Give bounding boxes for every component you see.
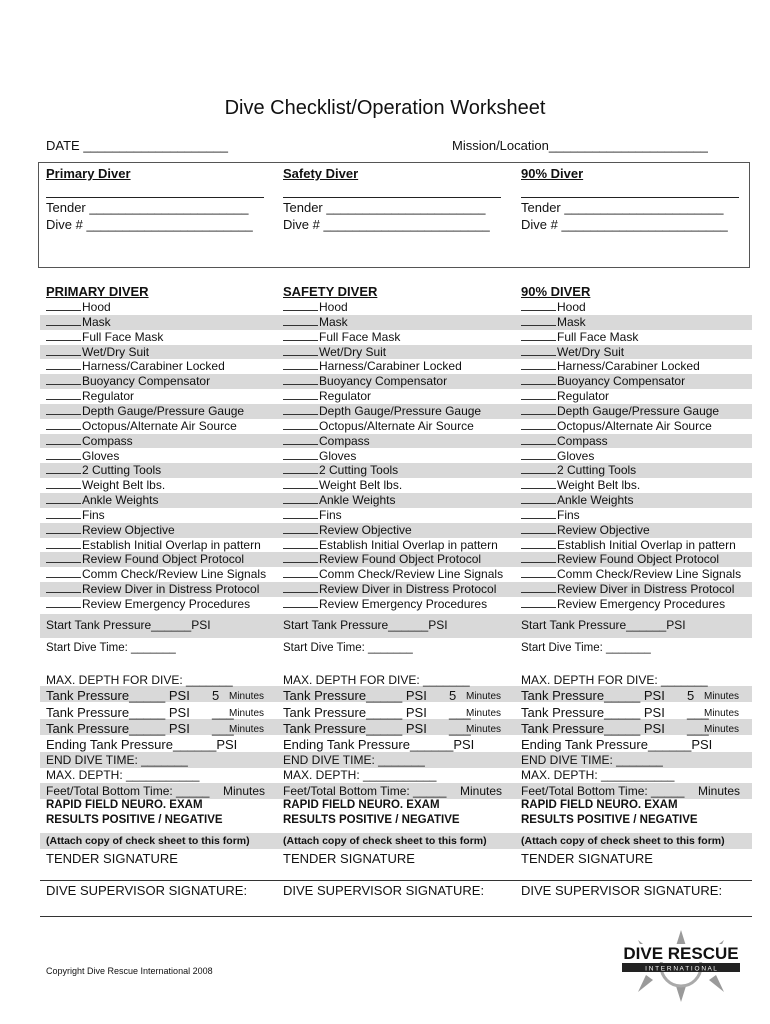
checklist-item[interactable] [521,522,650,537]
check-blank[interactable] [283,492,318,504]
checklist-item-label: Ankle Weights [319,493,396,508]
checklist-item-label: Gloves [82,448,120,463]
check-blank[interactable] [283,314,318,326]
tank-pressure-field[interactable]: Tank Pressure_____ PSI [521,688,665,703]
checklist-item[interactable] [283,522,412,537]
check-blank[interactable] [283,581,318,593]
checklist-item[interactable] [283,358,462,373]
checklist-item-label: Gloves [557,448,595,463]
check-blank[interactable] [46,433,81,445]
check-blank[interactable] [46,507,81,519]
tender-field[interactable]: Tender ______________________ [46,200,249,215]
role-safety [283,166,515,232]
checklist-item[interactable] [283,388,371,403]
checklist-item[interactable] [521,596,725,611]
checklist-item-label: Octopus/Alternate Air Source [557,418,712,433]
checklist-item-label: Weight Belt lbs. [319,478,403,493]
check-blank[interactable] [283,507,318,519]
check-blank[interactable] [283,418,318,430]
checklist-item[interactable] [521,507,580,522]
checklist-item-label: Wet/Dry Suit [319,344,387,359]
minutes-label: Minutes [466,691,502,702]
check-blank[interactable] [283,388,318,400]
tank-minutes-value[interactable]: 5 [687,688,695,703]
check-blank[interactable] [521,507,556,519]
checklist-item-label: Mask [319,314,348,329]
check-blank[interactable] [521,462,556,474]
checklist-item-label: Review Found Object Protocol [82,552,245,567]
checklist-item[interactable] [46,522,175,537]
checklist-item-label: Compass [82,433,133,448]
dive-number-field[interactable]: Dive # _______________________ [46,217,253,232]
checklist-item[interactable] [46,477,165,492]
diver-name-line[interactable] [283,197,501,198]
checklist-item[interactable] [46,596,250,611]
tank-pressure-field[interactable]: Tank Pressure_____ PSI [521,705,665,720]
checklist-item-label: Hood [557,300,586,314]
max-depth-for-dive-field[interactable]: MAX. DEPTH FOR DIVE: _______ [521,673,708,687]
check-blank[interactable] [521,358,556,370]
checklist-item[interactable] [46,299,111,314]
check-blank[interactable] [283,448,318,460]
minutes-label: Minutes [460,784,503,798]
check-blank[interactable] [46,551,81,563]
checklist-item[interactable] [283,448,356,463]
check-blank[interactable] [283,344,318,356]
neuro-exam-label: RAPID FIELD NEURO. EXAM [46,799,203,811]
checklist-item-label: Review Found Object Protocol [319,552,482,567]
check-blank[interactable] [46,344,81,356]
tank-pressure-field[interactable]: Tank Pressure_____ PSI [283,705,427,720]
checklist-item[interactable] [521,388,609,403]
checklist-item[interactable] [521,344,624,359]
check-blank[interactable] [521,433,556,445]
checklist-item[interactable] [46,448,119,463]
checklist-item-label: Regulator [557,389,610,404]
tank-minutes-value[interactable]: ___ [449,721,471,736]
mission-field[interactable]: Mission/Location______________________ [452,138,708,153]
check-blank[interactable] [521,299,556,311]
checklist-item-label: Review Emergency Procedures [319,597,488,611]
checklist-item-label: Review Found Object Protocol [557,552,720,567]
checklist-item[interactable] [46,581,259,596]
checklist-item[interactable] [521,581,734,596]
tank-pressure-field[interactable]: Tank Pressure_____ PSI [46,688,190,703]
check-blank[interactable] [46,448,81,460]
checklist-item[interactable] [46,373,210,388]
check-blank[interactable] [521,492,556,504]
tender-signature-field[interactable]: TENDER SIGNATURE [46,851,178,866]
check-blank[interactable] [46,373,81,385]
checklist-item-label: Hood [319,300,348,314]
check-blank[interactable] [46,299,81,311]
checklist-item[interactable] [283,462,398,477]
checklist-item-label: Harness/Carabiner Locked [319,359,462,374]
checklist-item[interactable] [283,477,402,492]
attach-note: (Attach copy of check sheet to this form) [521,835,725,847]
check-blank[interactable] [283,329,318,341]
checklist-item-label: Comm Check/Review Line Signals [319,567,504,582]
checklist-item-label: Ankle Weights [557,493,634,508]
checklist-item-label: Full Face Mask [557,329,639,344]
svg-text:I N T E R N A T I O N A L: I N T E R N A T I O N A L [645,965,717,973]
checklist-item[interactable] [46,551,244,566]
attach-note: (Attach copy of check sheet to this form) [46,835,250,847]
check-blank[interactable] [521,522,556,534]
minutes-label: Minutes [704,708,740,719]
start-dive-time-field[interactable]: Start Dive Time: _______ [283,642,413,654]
row-shading-band [40,315,752,330]
tank-minutes-value[interactable]: ___ [687,705,709,720]
checklist-item[interactable] [521,433,608,448]
checklist-item-label: Compass [557,433,608,448]
minutes-label: Minutes [466,708,502,719]
checklist-item-label: Review Emergency Procedures [82,597,251,611]
checklist-item[interactable] [46,566,266,581]
checklist-item-label: Comm Check/Review Line Signals [557,567,742,582]
minutes-label: Minutes [229,724,265,735]
diver-name-line[interactable] [521,197,739,198]
tender-signature-field[interactable]: TENDER SIGNATURE [521,851,653,866]
max-depth-for-dive-field[interactable]: MAX. DEPTH FOR DIVE: _______ [46,673,233,687]
role-title: Primary Diver [46,166,131,181]
checklist-item[interactable] [283,433,370,448]
checklist-item[interactable] [46,492,158,507]
checklist-item-label: Mask [82,314,111,329]
end-dive-time-field[interactable]: END DIVE TIME: _______ [521,753,663,767]
checklist-item-label: Buoyancy Compensator [557,374,686,389]
supervisor-signature-field[interactable]: DIVE SUPERVISOR SIGNATURE: [46,883,248,898]
checklist-item[interactable] [283,373,447,388]
date-field[interactable]: DATE ____________________ [46,138,228,153]
checklist-item[interactable] [283,418,474,433]
checklist-item-label: Establish Initial Overlap in pattern [82,537,261,552]
checklist-item-label: Review Diver in Distress Protocol [82,582,260,597]
tender-signature-field[interactable]: TENDER SIGNATURE [283,851,415,866]
start-tank-pressure-field[interactable]: Start Tank Pressure______PSI [283,618,448,632]
check-blank[interactable] [46,403,81,415]
check-blank[interactable] [46,388,81,400]
check-blank[interactable] [521,566,556,578]
max-depth-for-dive-field[interactable]: MAX. DEPTH FOR DIVE: _______ [283,673,470,687]
check-blank[interactable] [521,344,556,356]
checklist-item[interactable] [283,507,342,522]
checklist-item[interactable] [46,537,261,552]
checklist-item-label: Full Face Mask [82,329,164,344]
list-header-primary: PRIMARY DIVER [46,284,149,299]
checklist-item-label: Establish Initial Overlap in pattern [557,537,736,552]
supervisor-signature-field[interactable]: DIVE SUPERVISOR SIGNATURE: [283,883,485,898]
check-blank[interactable] [283,403,318,415]
start-tank-pressure-field[interactable]: Start Tank Pressure______PSI [521,618,686,632]
checklist-item[interactable] [46,462,161,477]
check-blank[interactable] [46,537,81,549]
check-blank[interactable] [46,329,81,341]
bottom-time-field[interactable]: Feet/Total Bottom Time: _____ [283,784,447,798]
check-blank[interactable] [521,373,556,385]
checklist-item[interactable] [521,448,594,463]
tank-pressure-field[interactable]: Tank Pressure_____ PSI [521,721,665,736]
checklist-item-label: Compass [319,433,370,448]
checklist-item-label: Ankle Weights [82,493,159,508]
checklist-item[interactable] [283,566,503,581]
check-blank[interactable] [521,448,556,460]
minutes-label: Minutes [704,691,740,702]
check-blank[interactable] [521,388,556,400]
check-blank[interactable] [46,492,81,504]
check-blank[interactable] [283,299,318,311]
neuro-exam-label: RAPID FIELD NEURO. EXAM [521,799,678,811]
checklist-item[interactable] [46,433,133,448]
tank-minutes-value[interactable]: ___ [212,705,234,720]
checklist-item-label: Weight Belt lbs. [557,478,641,493]
checklist-item-label: Fins [557,507,580,522]
check-blank[interactable] [283,477,318,489]
tender-field[interactable]: Tender ______________________ [283,200,486,215]
copyright: Copyright Dive Rescue International 2008 [46,966,213,976]
checklist-item-label: Wet/Dry Suit [557,344,625,359]
checklist-item[interactable] [521,566,741,581]
minutes-label: Minutes [466,724,502,735]
checklist-item-label: Octopus/Alternate Air Source [82,418,237,433]
end-dive-time-field[interactable]: END DIVE TIME: _______ [283,753,425,767]
check-blank[interactable] [46,358,81,370]
checklist-item[interactable] [521,358,700,373]
checklist-item-label: Wet/Dry Suit [82,344,150,359]
max-depth-field[interactable]: MAX. DEPTH: ___________ [46,768,200,782]
max-depth-field[interactable]: MAX. DEPTH: ___________ [521,768,675,782]
start-dive-time-field[interactable]: Start Dive Time: _______ [521,642,651,654]
checklist-item[interactable] [46,358,225,373]
checklist-item[interactable] [283,551,481,566]
check-blank[interactable] [46,596,81,608]
check-blank[interactable] [46,418,81,430]
checklist-item-label: Fins [82,507,105,522]
start-tank-pressure-field[interactable]: Start Tank Pressure______PSI [46,618,211,632]
neuro-exam-label: RAPID FIELD NEURO. EXAM [283,799,440,811]
check-blank[interactable] [283,596,318,608]
checklist-item[interactable] [521,299,586,314]
minutes-label: Minutes [704,724,740,735]
check-blank[interactable] [521,537,556,549]
tank-pressure-field[interactable]: Tank Pressure_____ PSI [46,721,190,736]
row-shading-band [40,434,752,449]
neuro-results-field[interactable]: RESULTS POSITIVE / NEGATIVE [521,814,698,826]
check-blank[interactable] [283,462,318,474]
checklist-item[interactable] [283,596,487,611]
checklist-item[interactable] [521,329,638,344]
ending-tank-pressure-field[interactable]: Ending Tank Pressure______PSI [521,737,713,752]
check-blank[interactable] [521,403,556,415]
tank-minutes-value[interactable]: 5 [449,688,457,703]
bottom-time-field[interactable]: Feet/Total Bottom Time: _____ [46,784,210,798]
checklist-item-label: Establish Initial Overlap in pattern [319,537,498,552]
checklist-item-label: Gloves [319,448,357,463]
checklist-item[interactable] [283,537,498,552]
checklist-item-label: Review Objective [82,522,175,537]
checklist-item-label: Octopus/Alternate Air Source [319,418,474,433]
checklist-item-label: Review Objective [319,522,412,537]
checklist-item-label: Review Emergency Procedures [557,597,726,611]
checklist-item[interactable] [283,403,481,418]
check-blank[interactable] [283,373,318,385]
bottom-time-field[interactable]: Feet/Total Bottom Time: _____ [521,784,685,798]
checklist-item[interactable] [521,477,640,492]
tender-field[interactable]: Tender ______________________ [521,200,724,215]
checklist-item-label: Buoyancy Compensator [82,374,211,389]
check-blank[interactable] [46,522,81,534]
neuro-results-field[interactable]: RESULTS POSITIVE / NEGATIVE [46,814,223,826]
tank-minutes-value[interactable]: ___ [449,705,471,720]
check-blank[interactable] [46,314,81,326]
supervisor-signature-field[interactable]: DIVE SUPERVISOR SIGNATURE: [521,883,723,898]
max-depth-field[interactable]: MAX. DEPTH: ___________ [283,768,437,782]
checklist-item[interactable] [283,581,496,596]
checklist-item[interactable] [46,388,134,403]
checklist-item-label: Regulator [82,389,135,404]
checklist-item[interactable] [46,507,105,522]
role-90 [521,166,753,232]
checklist-item-label: Full Face Mask [319,329,401,344]
list-header-90: 90% DIVER [521,284,591,299]
check-blank[interactable] [521,329,556,341]
check-blank[interactable] [283,537,318,549]
checklist-item-label: Review Diver in Distress Protocol [319,582,497,597]
checklist-item-label: Harness/Carabiner Locked [82,359,225,374]
checklist-item[interactable] [46,329,163,344]
tank-pressure-field[interactable]: Tank Pressure_____ PSI [283,688,427,703]
check-blank[interactable] [46,566,81,578]
checklist-item[interactable] [283,344,386,359]
check-blank[interactable] [521,314,556,326]
check-blank[interactable] [521,581,556,593]
page-title: Dive Checklist/Operation Worksheet [224,97,546,119]
checklist-item[interactable] [521,314,586,329]
checklist-item[interactable] [283,299,348,314]
checklist-item[interactable] [521,462,636,477]
minutes-label: Minutes [223,784,266,798]
checklist-item[interactable] [521,492,633,507]
checklist-item[interactable] [46,314,111,329]
checklist-item[interactable] [521,418,712,433]
checklist-item[interactable] [283,492,395,507]
check-blank[interactable] [521,477,556,489]
minutes-label: Minutes [698,784,741,798]
check-blank[interactable] [46,462,81,474]
check-blank[interactable] [46,581,81,593]
check-blank[interactable] [283,522,318,534]
tank-pressure-field[interactable]: Tank Pressure_____ PSI [46,705,190,720]
check-blank[interactable] [283,566,318,578]
checklist-item[interactable] [521,403,719,418]
checklist-item[interactable] [46,344,149,359]
checklist-item-label: Depth Gauge/Pressure Gauge [319,403,482,418]
tank-minutes-value[interactable]: 5 [212,688,220,703]
role-title: 90% Diver [521,166,584,181]
checklist-item[interactable] [521,373,685,388]
check-blank[interactable] [283,551,318,563]
role-title: Safety Diver [283,166,359,181]
check-blank[interactable] [521,418,556,430]
checklist-item-label: Comm Check/Review Line Signals [82,567,267,582]
checklist-item-label: Regulator [319,389,372,404]
svg-text:DIVE RESCUE: DIVE RESCUE [623,944,739,963]
attach-note: (Attach copy of check sheet to this form) [283,835,487,847]
start-dive-time-field[interactable]: Start Dive Time: _______ [46,642,176,654]
checklist-item-label: Depth Gauge/Pressure Gauge [82,403,245,418]
minutes-label: Minutes [229,708,265,719]
divider-line [40,880,752,881]
checklist-item[interactable] [46,403,244,418]
check-blank[interactable] [521,551,556,563]
neuro-results-field[interactable]: RESULTS POSITIVE / NEGATIVE [283,814,460,826]
checklist-item-label: 2 Cutting Tools [82,463,162,478]
end-dive-time-field[interactable]: END DIVE TIME: _______ [46,753,188,767]
checklist-item[interactable] [283,329,400,344]
checklist-item-label: 2 Cutting Tools [557,463,637,478]
checklist-item-label: Review Objective [557,522,650,537]
checklist-item-label: Mask [557,314,586,329]
check-blank[interactable] [46,477,81,489]
ending-tank-pressure-field[interactable]: Ending Tank Pressure______PSI [283,737,475,752]
check-blank[interactable] [283,433,318,445]
dive-number-field[interactable]: Dive # _______________________ [521,217,728,232]
checklist-item-label: Harness/Carabiner Locked [557,359,700,374]
checklist-item-label: Fins [319,507,342,522]
checklist-item-label: Depth Gauge/Pressure Gauge [557,403,720,418]
tank-pressure-field[interactable]: Tank Pressure_____ PSI [283,721,427,736]
check-blank[interactable] [521,596,556,608]
checklist-item[interactable] [46,418,237,433]
list-header-safety: SAFETY DIVER [283,284,378,299]
checklist-item-label: Hood [82,300,111,314]
tank-minutes-value[interactable]: ___ [212,721,234,736]
divider-line [40,916,752,917]
diver-name-line[interactable] [46,197,264,198]
dive-number-field[interactable]: Dive # _______________________ [283,217,490,232]
checklist-item[interactable] [283,314,348,329]
checklist-item-label: Review Diver in Distress Protocol [557,582,735,597]
checklist-item-label: Weight Belt lbs. [82,478,166,493]
checklist-item-label: Buoyancy Compensator [319,374,448,389]
checklist-item[interactable] [521,537,736,552]
tank-minutes-value[interactable]: ___ [687,721,709,736]
checklist-item-label: 2 Cutting Tools [319,463,399,478]
checklist-item[interactable] [521,551,719,566]
check-blank[interactable] [283,358,318,370]
ending-tank-pressure-field[interactable]: Ending Tank Pressure______PSI [46,737,238,752]
minutes-label: Minutes [229,691,265,702]
role-primary [46,166,278,232]
dive-rescue-logo [618,930,744,1002]
